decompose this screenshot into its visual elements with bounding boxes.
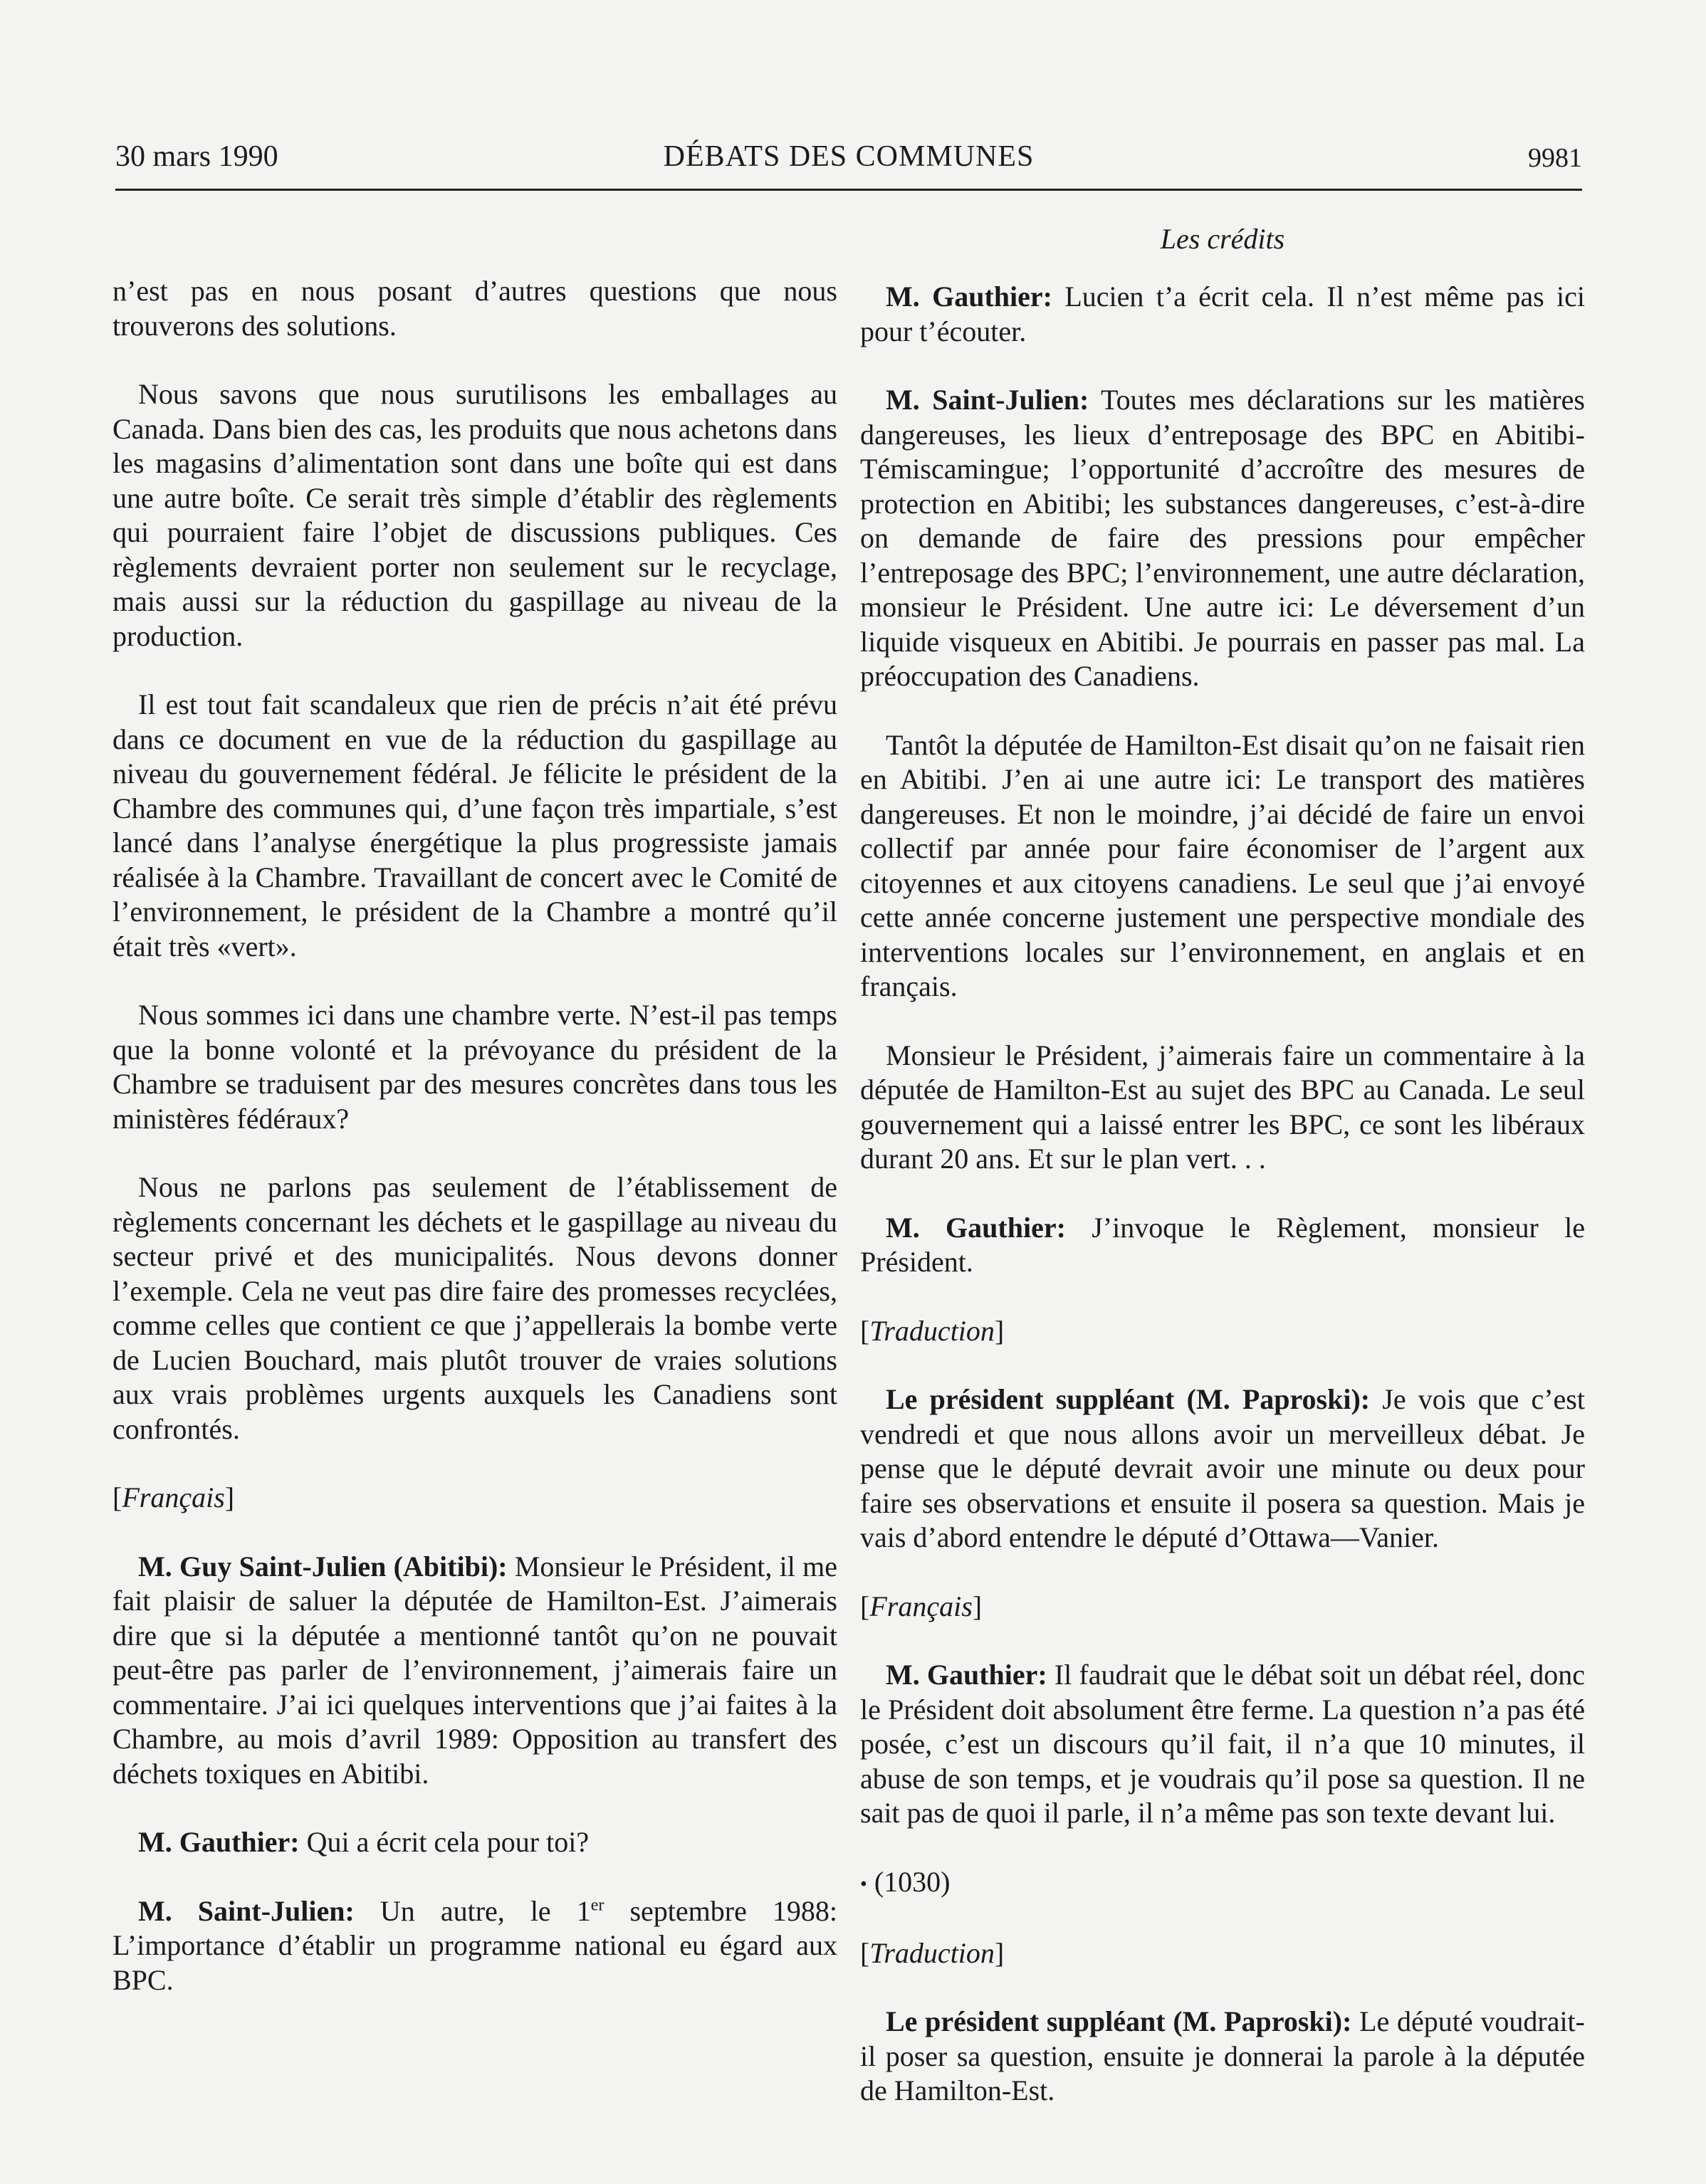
header-date: 30 mars 1990	[115, 140, 278, 173]
bracket-open: [	[860, 1590, 870, 1622]
header-page-number: 9981	[1528, 143, 1582, 173]
speaker-name: M. Gauthier:	[886, 280, 1052, 313]
language-marker	[860, 1590, 1585, 1624]
language-marker	[860, 1314, 1585, 1349]
speech-text: J’invoque le Règlement, monsieur le Président.	[860, 1211, 1586, 1278]
left-column	[112, 274, 837, 2032]
speech-text: Je vois que c’est vendredi et que nous allons avoir un merveilleux débat. Je pense que le député devrait avoir une minute ou deux pour faire ses observations et ensuite il posera sa question. Mais je vais d’abord entendre le député d’Ottawa—Vanier.	[860, 1383, 1585, 1553]
language-label: Français	[122, 1481, 225, 1513]
speech-paragraph	[860, 1658, 1585, 1831]
paragraph: Nous sommes ici dans une chambre verte. N’est-il pas temps que la bonne volonté et la prévoyance du président de la Chambre se traduisent par des mesures concrètes dans tous les ministères fédéraux?	[112, 999, 837, 1135]
bracket-open: [	[860, 1936, 870, 1969]
language-marker	[860, 1936, 1585, 1971]
page-header	[115, 140, 1582, 189]
language-label: Français	[869, 1590, 973, 1622]
speech-text: Qui a écrit cela pour toi?	[299, 1826, 590, 1858]
bracket-close: ]	[994, 1936, 1005, 1969]
paragraph: Nous savons que nous surutilisons les emballages au Canada. Dans bien des cas, les produits que nous achetons dans les magasins d’alimentation sont dans une boîte qui est dans une autre boîte. Ce serait très simple d’établir des règlements qui pourraient faire l’objet de discussions publiques. Ces règlements devraient porter non seulement sur le recyclage, mais aussi sur la réduction du gaspillage au niveau de la production.	[112, 378, 837, 652]
paragraph: Nous ne parlons pas seulement de l’établissement de règlements concernant les déchets et le gaspillage au niveau du secteur privé et des municipalités. Nous devons donner l’exemple. Cela ne veut pas dire faire des promesses recyclées, comme celles que contient ce que j’appellerais la bombe verte de Lucien Bouchard, mais plutôt trouver de vraies solutions aux vrais problèmes urgents auxquels les Canadiens sont confrontés.	[112, 1171, 837, 1445]
paragraph: Il est tout fait scandaleux que rien de précis n’ait été prévu dans ce document en vue de la réduction du gaspillage au niveau du gouvernement fédéral. Je félicite le président de la Chambre des communes qui, d’une façon très impartiale, s’est lancé dans l’analyse énergétique la plus progressiste jamais réalisée à la Chambre. Travaillant de concert avec le Comité de l’environnement, le président de la Chambre a montré qu’il était très «vert».	[112, 688, 837, 962]
speaker-name: Le président suppléant (M. Paproski):	[886, 1383, 1371, 1415]
speech-paragraph	[112, 1825, 837, 1860]
paragraph: n’est pas en nous posant d’autres questions que nous trouverons des solutions.	[112, 275, 837, 342]
right-column	[860, 280, 1585, 2143]
header-rule	[115, 189, 1582, 191]
speaker-name: M. Saint-Julien:	[886, 384, 1089, 416]
speech-paragraph	[860, 383, 1585, 694]
paragraph: Tantôt la députée de Hamilton-Est disait qu’on ne faisait rien en Abitibi. J’en ai une autre ici: Le transport des matières dangereuses. Et non le moindre, j’ai décidé de faire un envoi collectif par année pour faire économiser de l’argent aux citoyennes et aux citoyens canadiens. Le seul que j’ai envoyé cette année concerne justement une perspective mondiale des interventions locales sur l’environnement, en anglais et en français.	[860, 728, 1585, 1002]
speech-text: Lucien t’a écrit cela. Il n’est même pas ici pour t’écouter.	[860, 280, 1585, 347]
speech-text: Le député voudrait-il poser sa question, ensuite je donnerai la parole à la députée de Hamilton-Est.	[860, 2005, 1585, 2107]
speaker-name: M. Guy Saint-Julien (Abitibi):	[138, 1550, 508, 1582]
header-title: DÉBATS DES COMMUNES	[663, 140, 1035, 173]
time-stamp: (1030)	[874, 1865, 951, 1898]
section-title: Les crédits	[1160, 223, 1285, 255]
superscript: er	[590, 1896, 605, 1915]
language-label: Traduction	[869, 1936, 995, 1969]
bracket-open: [	[112, 1481, 122, 1513]
speaker-name: Le président suppléant (M. Paproski):	[886, 2005, 1352, 2038]
speech-paragraph	[112, 1550, 837, 1792]
speech-text: Il faudrait que le débat soit un débat réel, donc le Président doit absolument être ferme. La question n’a pas été posée, c’est un discours qu’il fait, il n’a que 10 minutes, il abuse de son temps, et je voudrais qu’il pose sa question. Il ne sait pas de quoi il parle, il n’a même pas son texte devant lui.	[860, 1659, 1585, 1829]
speech-text: septembre 1988: L’importance d’établir un programme national eu égard aux BPC.	[112, 1894, 837, 1996]
speaker-name: M. Saint-Julien:	[138, 1894, 355, 1927]
speech-paragraph	[860, 1211, 1585, 1280]
speech-paragraph	[860, 2005, 1585, 2109]
language-label: Traduction	[869, 1314, 995, 1347]
paragraph: Monsieur le Président, j’aimerais faire un commentaire à la députée de Hamilton-Est au sujet des BPC au Canada. Le seul gouvernement qui a laissé entrer les BPC, ce sont les libéraux durant 20 ans. Et sur le plan vert. . .	[860, 1039, 1585, 1175]
speech-paragraph	[860, 280, 1585, 349]
speech-paragraph	[860, 1382, 1585, 1555]
time-marker	[860, 1865, 1585, 1902]
speech-text: Un autre, le 1	[354, 1894, 591, 1927]
bracket-close: ]	[224, 1481, 235, 1513]
speaker-name: M. Gauthier:	[886, 1211, 1066, 1244]
speaker-name: M. Gauthier:	[886, 1659, 1047, 1691]
speech-text: Monsieur le Président, il me fait plaisir de saluer la députée de Hamilton-Est. J’aimerais dire que si la députée a mentionné tantôt qu’on ne pouvait peut-être pas parler de l’environnement, j’aimerais faire un commentaire. J’ai ici quelques interventions que j’ai faites à la Chambre, au mois d’avril 1989: Opposition au transfert des déchets toxiques en Abitibi.	[112, 1550, 837, 1790]
speech-text: Toutes mes déclarations sur les matières dangereuses, les lieux d’entreposage des BPC en Abitibi-Témiscamingue; l’opportunité d’accroître des mesures de protection en Abitibi; les substances dangereuses, c’est-à-dire on demande de faire des pressions pour empêcher l’entreposage des BPC; l’environnement, une autre déclaration, monsieur le Président. Une autre ici: Le déversement d’un liquide visqueux en Abitibi. Je pourrais en passer pas mal. La préoccupation des Canadiens.	[860, 384, 1585, 692]
speech-paragraph	[112, 1894, 837, 1998]
language-marker	[112, 1481, 837, 1516]
bullet-icon: •	[860, 1873, 867, 1896]
bracket-open: [	[860, 1314, 870, 1347]
speaker-name: M. Gauthier:	[138, 1826, 300, 1858]
bracket-close: ]	[994, 1314, 1005, 1347]
bracket-close: ]	[972, 1590, 983, 1622]
